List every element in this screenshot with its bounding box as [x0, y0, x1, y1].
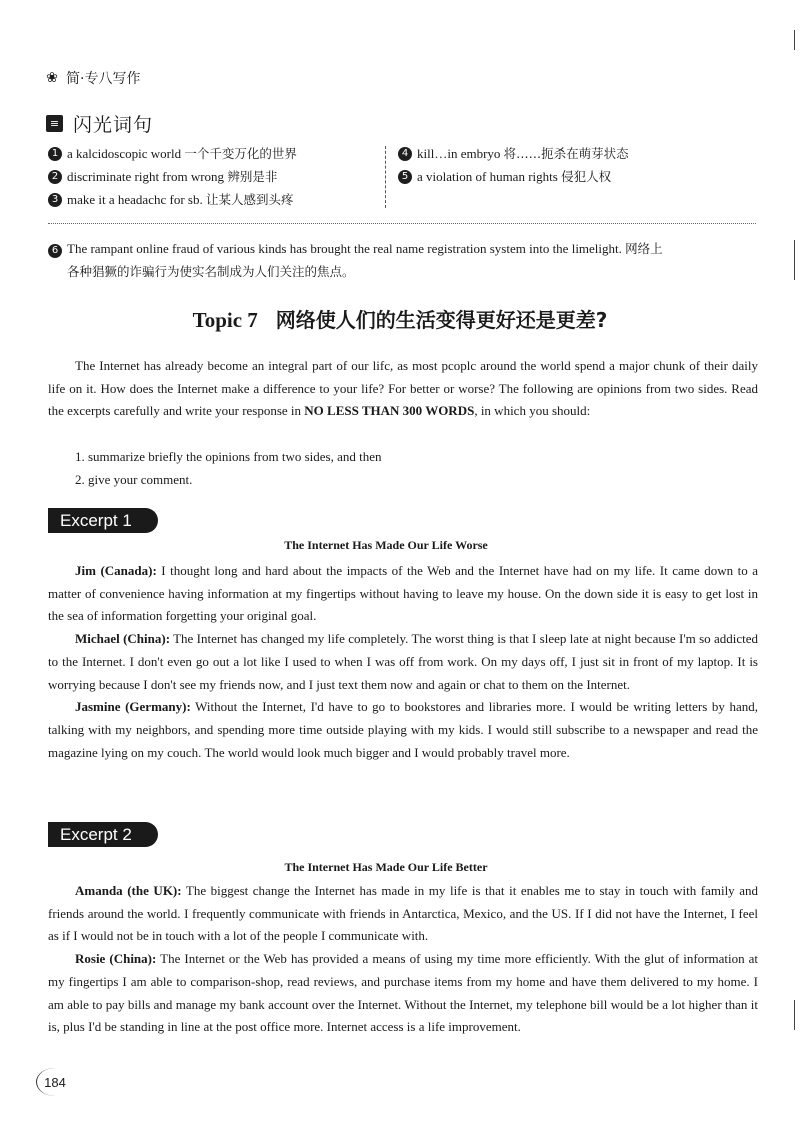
task-item: 1. summarize briefly the opinions from two sides, and then	[75, 449, 382, 464]
opinion-paragraph	[48, 948, 758, 1039]
speaker-name: Rosie (China):	[75, 951, 157, 967]
instructions	[48, 355, 758, 423]
page-number: 184	[36, 1068, 73, 1096]
speaker-name: Amanda (the UK):	[75, 883, 182, 898]
vocab-en: a kalcidoscopic world	[67, 146, 182, 161]
dotted-divider	[48, 223, 756, 224]
featured-sentence	[48, 237, 758, 283]
page-header	[40, 64, 140, 92]
excerpt-2-title: The Internet Has Made Our Life Better	[284, 860, 488, 874]
opinion-paragraph	[48, 560, 758, 628]
header-title: 简·专八写作	[66, 71, 141, 87]
topic-zh: 网络使人们的生活变得更好还是更差?	[275, 308, 608, 332]
sentence-zh: 网络上	[625, 241, 663, 256]
vocab-list-right	[398, 142, 758, 188]
intro-text-end: , in which you should:	[474, 403, 591, 419]
word-limit: NO LESS THAN 300 WORDS	[304, 403, 475, 419]
intro-text: The Internet has already become an integral part of our lifc, as most pcoplc around the world spend a major chunk of their daily life on it. How does the Internet make a difference to your life? For better or worse? The following are opinions from two sides. Read the excerpts carefully and write your response in	[48, 358, 758, 419]
section-title: 闪光词句	[73, 114, 154, 136]
section-heading	[46, 110, 153, 137]
scan-edge-mark	[794, 1000, 795, 1030]
vocab-zh: 侵犯人权	[561, 169, 612, 184]
speaker-name: Michael (China):	[75, 631, 171, 647]
column-divider	[385, 146, 386, 208]
scan-edge-mark	[794, 240, 795, 280]
opinion-paragraph	[48, 696, 758, 764]
excerpt-1-badge: Excerpt 1	[48, 508, 158, 533]
book-icon: ≡	[46, 115, 63, 132]
vocab-item	[48, 142, 378, 165]
vocab-item	[398, 142, 758, 165]
opinion-text: Without the Internet, I'd have to go to bookstores and libraries more. I would be writing letters by hand, talking with my neighbors, and spending more time outside playing with my kids. I would still subscribe to a newspaper and read the magazine lying on my couch. The world would look much bigger and I would probably travel more.	[48, 699, 758, 760]
sentence-en: The rampant online fraud of various kinds has brought the real name registration system into the limelight.	[67, 241, 622, 256]
number-badge: 1	[48, 147, 62, 161]
vocab-zh: 将……扼杀在萌芽状态	[503, 146, 629, 161]
vocab-zh: 辨别是非	[227, 169, 278, 184]
task-item: 2. give your comment.	[75, 472, 193, 487]
topic-title	[0, 304, 800, 333]
vocab-item	[398, 165, 758, 188]
task-list	[75, 445, 765, 491]
vocab-en: discriminate right from wrong	[67, 169, 225, 184]
vocab-item	[48, 165, 378, 188]
opinion-text: The Internet or the Web has provided a means of using my time more efficiently. With the glut of information at my fingertips I am able to comparison-shop, read reviews, and purchase items from my home and have them delivered to my home. I am able to pay bills and manage my bank account over the Internet. Without the Internet, my telephone bill would be a lot higher than it is, plus I'd be standing in line at the post office more. Internet access is a life improvement.	[48, 951, 759, 1035]
sentence-zh-continued: 各种猖獗的诈骗行为使实名制成为人们关注的焦点。	[67, 264, 355, 279]
opinion-text: I thought long and hard about the impacts of the Web and the Internet have had on my life. It came down to a matter of convenience having information at my fingertips without having to leave my house. On the down side it is easy to get lost in the sea of information forgetting your original goal.	[48, 563, 758, 624]
scan-edge-mark	[794, 30, 795, 50]
opinion-paragraph	[48, 628, 758, 696]
vocab-zh: 让某人感到头疼	[205, 192, 294, 207]
vocab-en: make it a headachc for sb.	[67, 192, 203, 207]
number-badge: 5	[398, 170, 412, 184]
excerpt-1-title: The Internet Has Made Our Life Worse	[284, 538, 488, 552]
excerpt-2-badge: Excerpt 2	[48, 822, 158, 847]
excerpt-1-body	[48, 560, 758, 764]
book-logo-icon: ❀	[46, 70, 58, 86]
topic-label: Topic 7	[192, 308, 258, 332]
vocab-zh: 一个千变万化的世界	[184, 146, 297, 161]
vocab-en: kill…in embryo	[417, 146, 501, 161]
number-badge: 6	[48, 244, 62, 258]
number-badge: 3	[48, 193, 62, 207]
vocab-en: a violation of human rights	[417, 169, 558, 184]
vocab-list-left	[48, 142, 378, 211]
speaker-name: Jasmine (Germany):	[75, 699, 191, 715]
excerpt-2-body	[48, 880, 758, 1039]
opinion-text: The biggest change the Internet has made in my life is that it enables me to stay in touch with family and friends around the world. I frequently communicate with friends in Antarctica, Mexico, and the US. If I did not have the Internet, I feel as if I would not be in touch with a lot of the people I communicate with.	[48, 883, 758, 944]
number-badge: 2	[48, 170, 62, 184]
opinion-paragraph	[48, 880, 758, 948]
opinion-text: The Internet has changed my life completely. The worst thing is that I sleep late at night because I'm so addicted to the Internet. I don't even go out a lot like I used to when I was off from work. On my days off, I just sit in front of my laptop. It is worrying because I don't see my friends now, and I just text them now and again or chat to them on the Internet.	[48, 631, 758, 692]
vocab-item	[48, 188, 378, 211]
number-badge: 4	[398, 147, 412, 161]
speaker-name: Jim (Canada):	[75, 563, 157, 578]
